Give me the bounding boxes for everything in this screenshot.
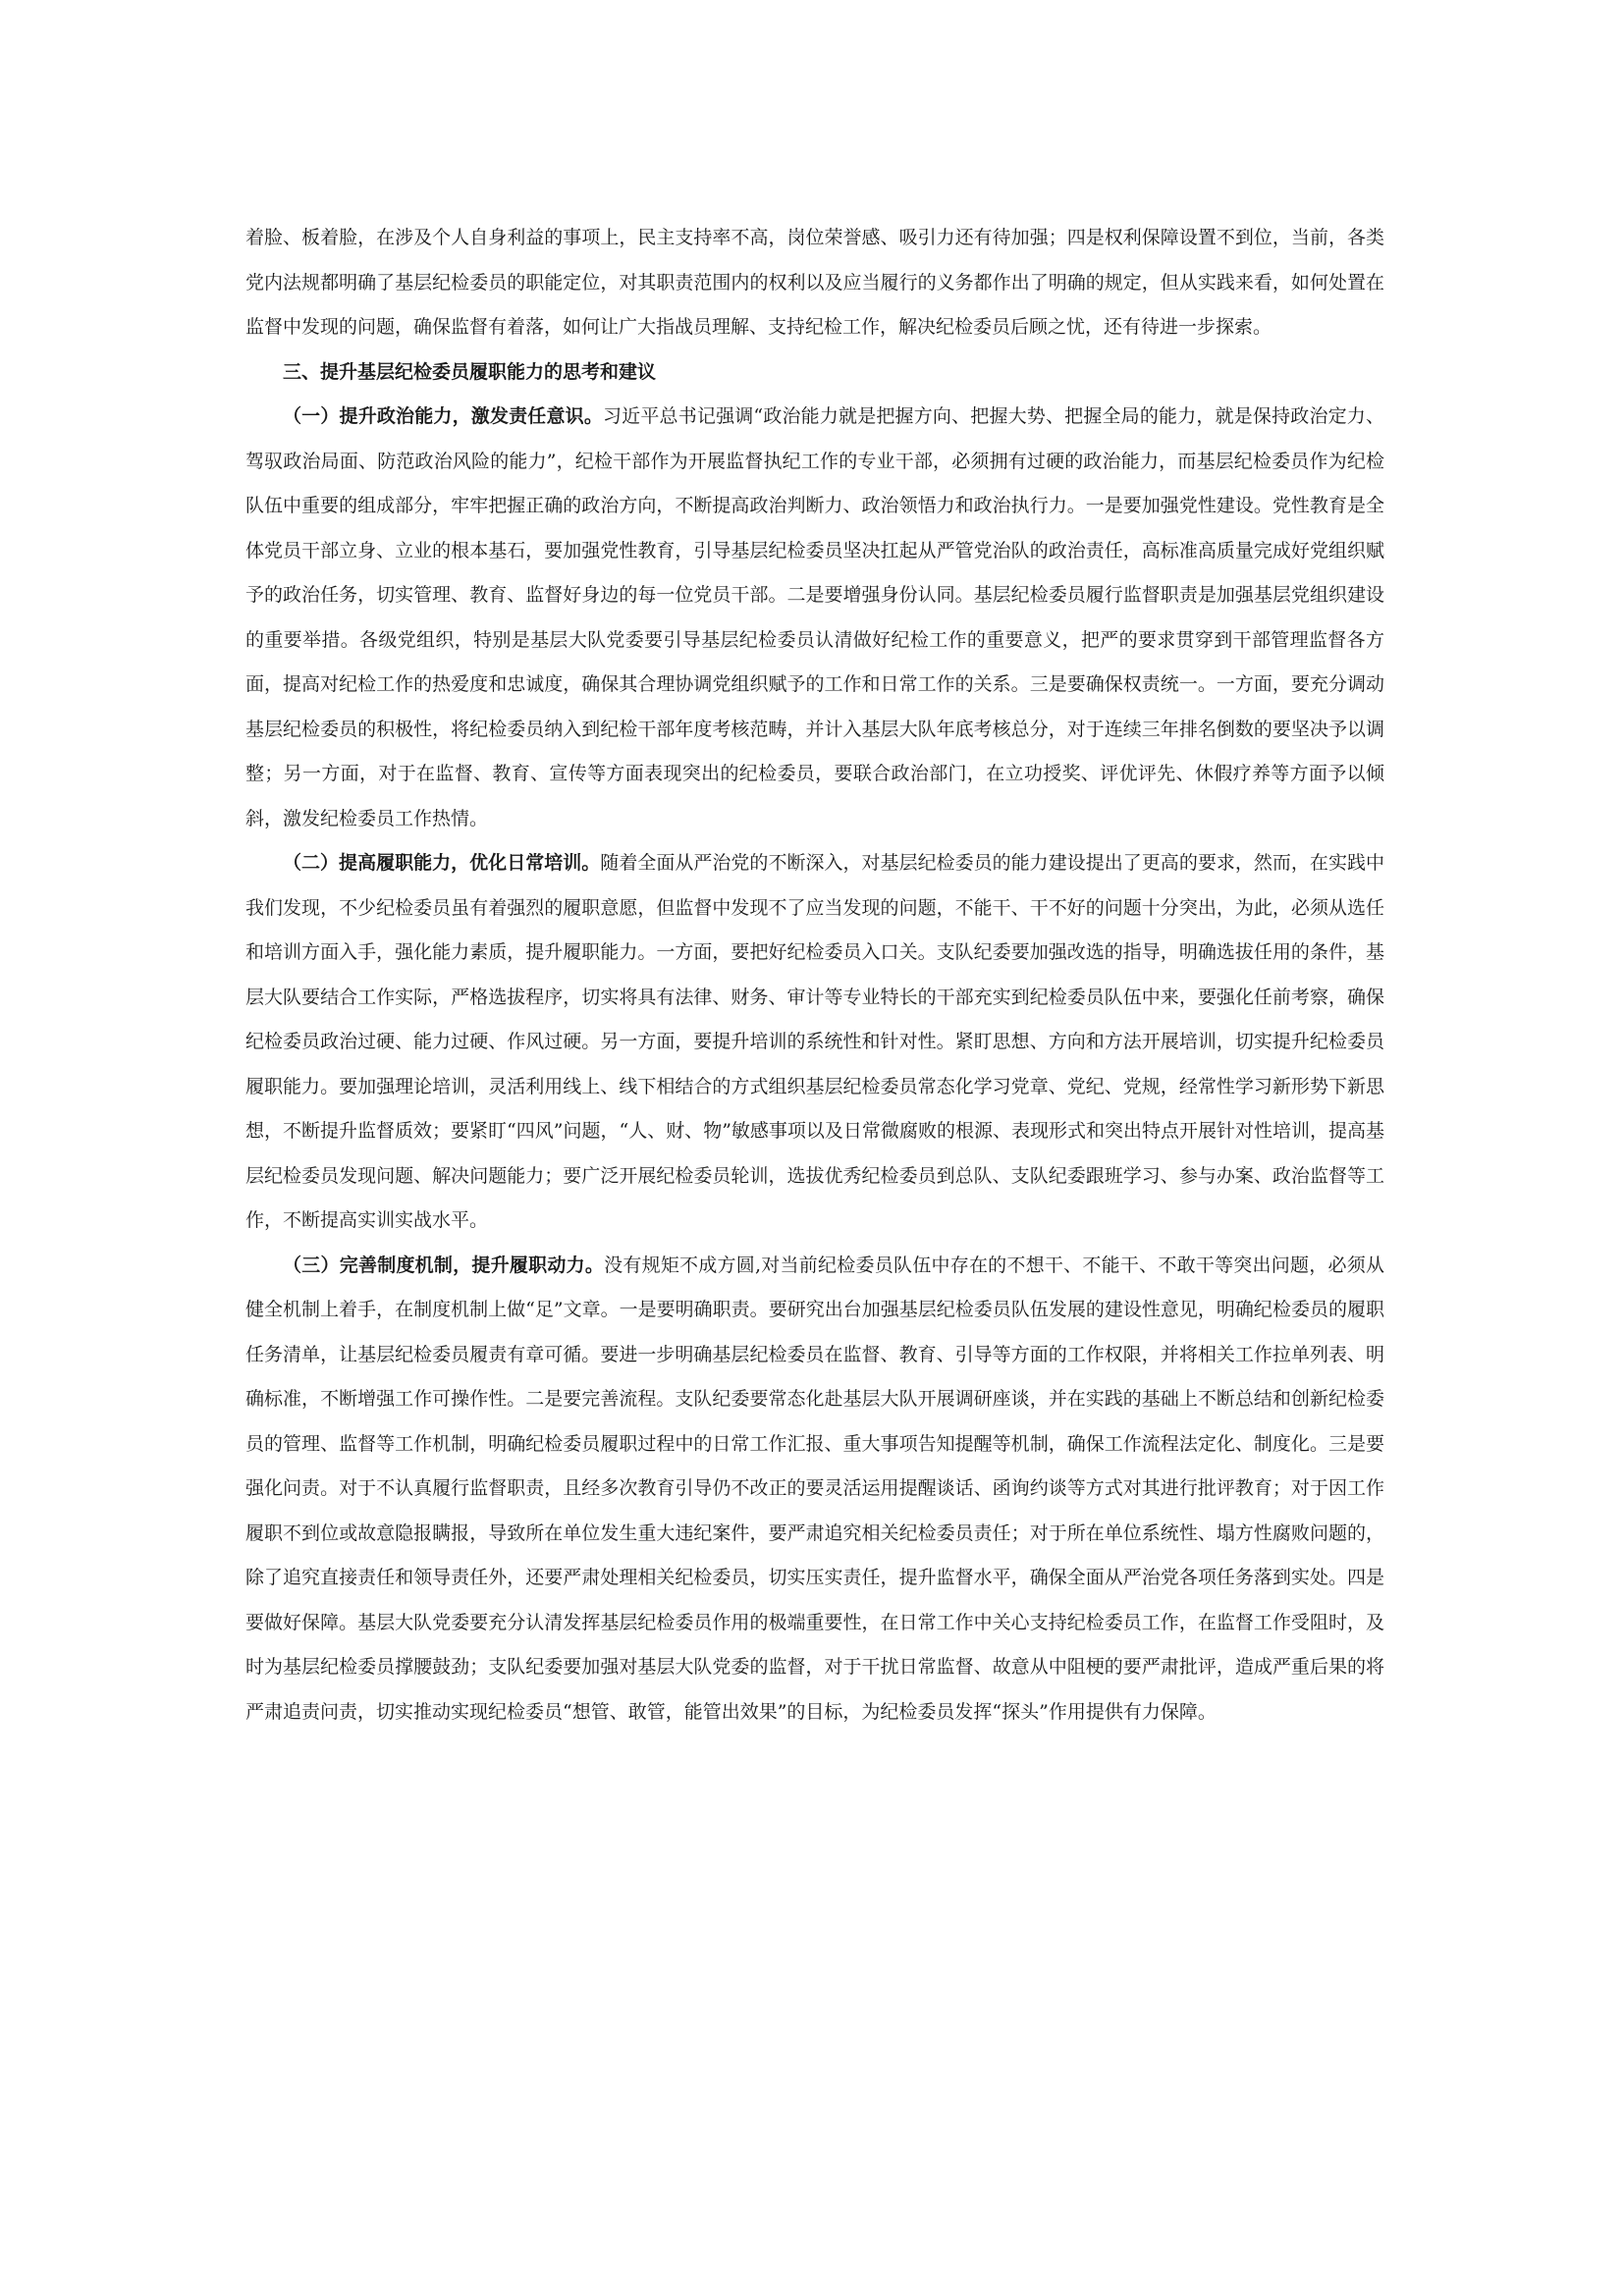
paragraph-lead-heading: （一）提升政治能力，激发责任意识。: [283, 405, 604, 427]
paragraph-text: 没有规矩不成方圆,对当前纪检委员队伍中存在的不想干、不能干、不敢干等突出问题，必须从健全机制上着手，在制度机制上做“足”文章。一是要明确职责。要研究出台加强基层纪检委员队伍发展的建设性意见，明确纪检委员的履职任务清单，让基层纪检委员履责有章可循。要进一步明确基层纪检委员在监督、教育、引导等方面的工作权限，并将相关工作拉单列表、明确标准，不断增强工作可操作性。二是要完善流程。支队纪委要常态化赴基层大队开展调研座谈，并在实践的基础上不断总结和创新纪检委员的管理、监督等工作机制，明确纪检委员履职过程中的日常工作汇报、重大事项告知提醒等机制，确保工作流程法定化、制度化。三是要强化问责。对于不认真履行监督职责，且经多次教育引导仍不改正的要灵活运用提醒谈话、函询约谈等方式对其进行批评教育；对于因工作履职不到位或故意隐报瞒报，导致所在单位发生重大违纪案件，要严肃追究相关纪检委员责任；对于所在单位系统性、塌方性腐败问题的，除了追究直接责任和领导责任外，还要严肃处理相关纪检委员，切实压实责任，提升监督水平，确保全面从严治党各项任务落到实处。四是要做好保障。基层大队党委要充分认清发挥基层纪检委员作用的极端重要性，在日常工作中关心支持纪检委员工作，在监督工作受阻时，及时为基层纪检委员撑腰鼓劲；支队纪委要加强对基层大队党委的监督，对于干扰日常监督、故意从中阻梗的要严肃批评，造成严重后果的将严肃追责问责，切实推动实现纪检委员“想管、敢管，能管出效果”的目标，为纪检委员发挥“探头”作用提供有力保障。: [245, 1254, 1384, 1723]
document-page: [245, 216, 1384, 1735]
paragraph-lead-heading: （二）提高履职能力，优化日常培训。: [283, 852, 601, 874]
section-heading: [245, 350, 1384, 396]
paragraph-continued: [245, 216, 1384, 350]
paragraph-system-mechanism: [245, 1244, 1384, 1735]
paragraph-duty-ability: [245, 841, 1384, 1244]
paragraph-text: 着脸、板着脸，在涉及个人自身利益的事项上，民主支持率不高，岗位荣誉感、吸引力还有待加强；四是权利保障设置不到位，当前，各类党内法规都明确了基层纪检委员的职能定位，对其职责范围内的权利以及应当履行的义务都作出了明确的规定，但从实践来看，如何处置在监督中发现的问题，确保监督有着落，如何让广大指战员理解、支持纪检工作，解决纪检委员后顾之忧，还有待进一步探索。: [245, 227, 1384, 338]
paragraph-political-ability: [245, 395, 1384, 841]
section-heading-text: 三、提升基层纪检委员履职能力的思考和建议: [283, 360, 657, 383]
paragraph-text: 随着全面从严治党的不断深入，对基层纪检委员的能力建设提出了更高的要求，然而，在实践中我们发现，不少纪检委员虽有着强烈的履职意愿，但监督中发现不了应当发现的问题，不能干、干不好的问题十分突出，为此，必须从选任和培训方面入手，强化能力素质，提升履职能力。一方面，要把好纪检委员入口关。支队纪委要加强改选的指导，明确选拔任用的条件，基层大队要结合工作实际，严格选拔程序，切实将具有法律、财务、审计等专业特长的干部充实到纪检委员队伍中来，要强化任前考察，确保纪检委员政治过硬、能力过硬、作风过硬。另一方面，要提升培训的系统性和针对性。紧盯思想、方向和方法开展培训，切实提升纪检委员履职能力。要加强理论培训，灵活利用线上、线下相结合的方式组织基层纪检委员常态化学习党章、党纪、党规，经常性学习新形势下新思想，不断提升监督质效；要紧盯“四风”问题，“人、财、物”敏感事项以及日常微腐败的根源、表现形式和突出特点开展针对性培训，提高基层纪检委员发现问题、解决问题能力；要广泛开展纪检委员轮训，选拔优秀纪检委员到总队、支队纪委跟班学习、参与办案、政治监督等工作，不断提高实训实战水平。: [245, 852, 1384, 1231]
paragraph-lead-heading: （三）完善制度机制，提升履职动力。: [283, 1254, 605, 1276]
paragraph-text: 习近平总书记强调“政治能力就是把握方向、把握大势、把握全局的能力，就是保持政治定力、驾驭政治局面、防范政治风险的能力”，纪检干部作为开展监督执纪工作的专业干部，必须拥有过硬的政治能力，而基层纪检委员作为纪检队伍中重要的组成部分，牢牢把握正确的政治方向，不断提高政治判断力、政治领悟力和政治执行力。一是要加强党性建设。党性教育是全体党员干部立身、立业的根本基石，要加强党性教育，引导基层纪检委员坚决扛起从严管党治队的政治责任，高标准高质量完成好党组织赋予的政治任务，切实管理、教育、监督好身边的每一位党员干部。二是要增强身份认同。基层纪检委员履行监督职责是加强基层党组织建设的重要举措。各级党组织，特别是基层大队党委要引导基层纪检委员认清做好纪检工作的重要意义，把严的要求贯穿到干部管理监督各方面，提高对纪检工作的热爱度和忠诚度，确保其合理协调党组织赋予的工作和日常工作的关系。三是要确保权责统一。一方面，要充分调动基层纪检委员的积极性，将纪检委员纳入到纪检干部年度考核范畴，并计入基层大队年底考核总分，对于连续三年排名倒数的要坚决予以调整；另一方面，对于在监督、教育、宣传等方面表现突出的纪检委员，要联合政治部门，在立功授奖、评优评先、休假疗养等方面予以倾斜，激发纪检委员工作热情。: [245, 405, 1384, 829]
